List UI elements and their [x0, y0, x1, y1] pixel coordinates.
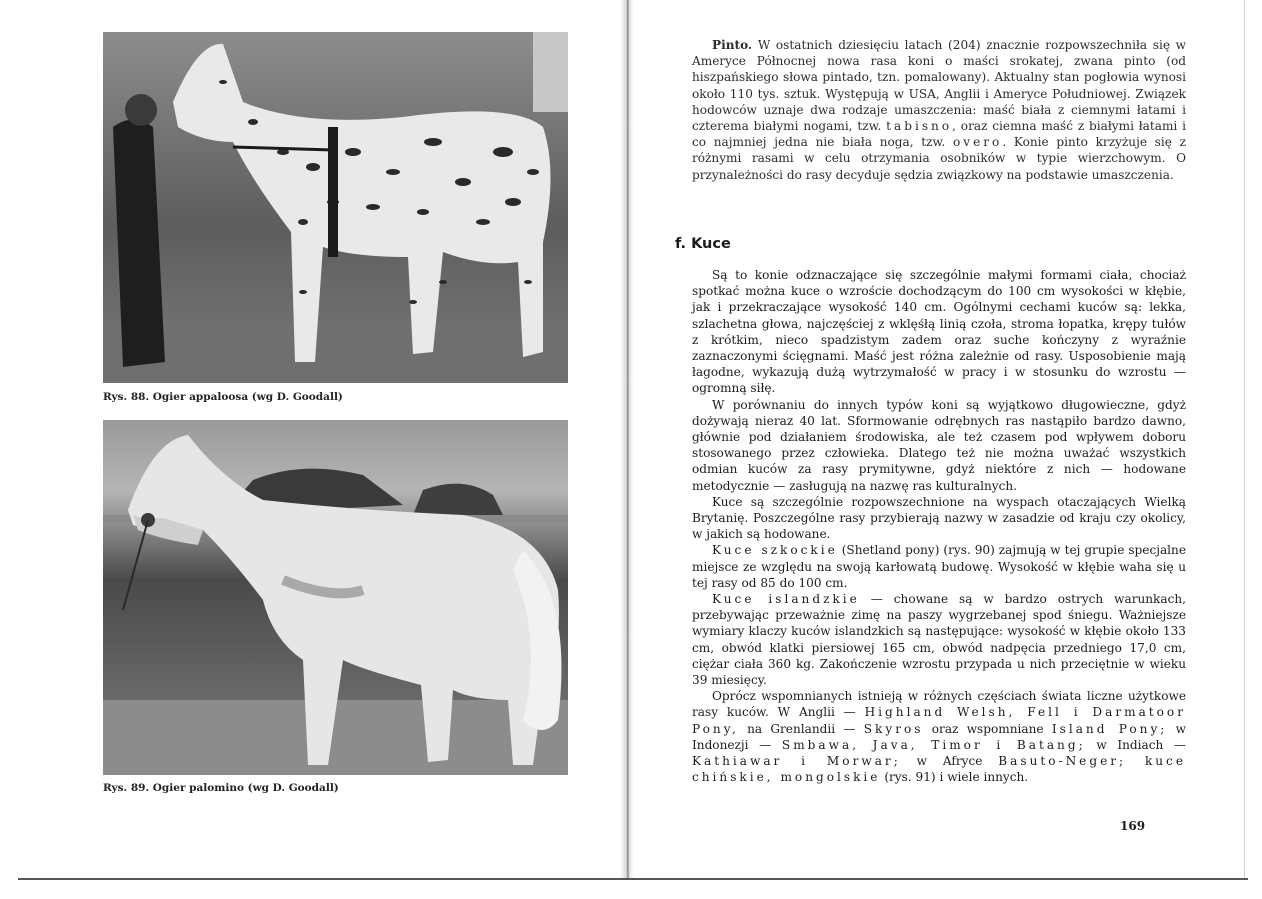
other-s2: Skyros: [863, 721, 924, 736]
term-tabisno: tabisno: [886, 119, 953, 134]
other-s3: Island Pony;: [1051, 721, 1168, 736]
other-t4: w Indonezji —: [692, 721, 1187, 752]
other-t3: oraz wspomniane: [923, 721, 1052, 736]
other-t6: w Afryce: [900, 754, 999, 769]
other-t2: na Grenlandii —: [738, 721, 864, 736]
figure-88-caption: Rys. 88. Ogier appaloosa (wg D. Goodall): [103, 391, 343, 403]
paragraph-3: Kuce są szczególnie rozpowszechnione na wyspach otaczających Wielką Brytanię. Poszczególne rasy przybierają nazwy w zasadzie od kraju czy okolicy, w jakich są hodowane.: [692, 494, 1186, 542]
paragraph-islandzkie: [692, 591, 1186, 688]
left-page: [0, 0, 628, 880]
term-overo: overo: [952, 135, 1003, 150]
islandzkie-text: — chowane są w bardzo ostrych warunkach, przebywając przeważnie zimę na paszy wygrzebanej spod śniegu. Ważniejsze wymiary klaczy kuców islandzkich są następujące: wysokość w kłębie około 133 cm, obwód klatki piersiowej 165 cm, obwód nadpęcia przedniego 17,0 cm, ciężar ciała 360 kg. Zakończenie wzrostu przypada u nich przeciętnie w wieku 39 miesięcy.: [692, 592, 1186, 688]
other-t5: w Indiach —: [1085, 737, 1186, 752]
pinto-text-a: W ostatnich dziesięciu latach (204) znacznie rozpowszechniła się w Ameryce Północnej nowa rasa koni o maści srokatej, zwana pinto (od hiszpańskiego słowa pintado, tzn. pomalowany). Aktualny stan pogłowia wynosi około 110 tys. sztuk. Występują w USA, Anglii i Ameryce Południowej. Związek hodowców uznaje dwa rodzaje umaszczenia: maść biała z ciemnymi łatami i czterema białymi nogami, tzw.: [692, 38, 1186, 134]
other-s4: Smbawa, Java, Timor i Batang;: [781, 737, 1086, 752]
palomino-illustration: [103, 420, 568, 775]
page-number: 169: [1120, 819, 1146, 833]
kuce-body: [692, 267, 1186, 786]
breed-name-szkockie: Kuce szkockie: [712, 543, 838, 558]
pinto-text-c: . Konie pinto krzyżuje się z różnymi rasami w celu otrzymania osobników w typie wierzchowym. O przynależności do rasy decyduje sędzia związkowy na podstawie umaszczenia.: [692, 135, 1186, 182]
paragraph-2: W porównaniu do innych typów koni są wyjątkowo długowieczne, gdyż dożywają nieraz 40 lat. Sformowanie odrębnych ras nastąpiło bardzo dawno, głównie pod działaniem środowiska, ale też czasem pod wpływem doboru stosowanego przez człowieka. Dlatego też nie można uważać wszystkich odmian kuców za rasy prymitywne, gdyż niektóre z nich — hodowane metodycznie — zasługują na nazwę ras kulturalnych.: [692, 397, 1186, 493]
shetland-text: (Shetland pony) (rys. 90) zajmują w tej grupie specjalne miejsce ze względu na swoją karłowatą budowę. Wysokość w kłębie waha się u tej rasy od 85 do 100 cm.: [692, 543, 1187, 590]
figure-89-caption: Rys. 89. Ogier palomino (wg D. Goodall): [103, 782, 339, 794]
scan-bottom-edge: [18, 878, 1248, 880]
pinto-paragraph: [692, 37, 1186, 183]
other-s6: Basuto-Neger; kuce chińskie, mongolskie: [692, 754, 1186, 785]
other-s1: Highland Welsh, Fell i Darmatoor Pony,: [692, 705, 1186, 736]
other-s5: Kathiawar i Morwar;: [692, 754, 901, 769]
paragraph-shetland: [692, 542, 1186, 591]
section-heading-kuce: f. Kuce: [675, 236, 731, 252]
appaloosa-photo: [103, 32, 568, 383]
palomino-photo: [103, 420, 568, 775]
paragraph-1: Są to konie odznaczające się szczególnie małymi formami ciała, chociaż spotkać można kuce o wzroście dochodzącym do 100 cm wysokości w kłębie, jak i przekraczające wysokość 140 cm. Ogólnymi cechami kuców są: lekka, szlachetna głowa, najczęściej z wklęśłą linią czoła, stroma łopatka, krępy tułów z krótkim, nieco spadzistym zadem oraz suche kończyny z wyraźnie zaznaczonymi ścięgnami. Maść jest różna zależnie od rasy. Usposobienie mają łagodne, wykazują dużą wytrzymałość w pracy i w stosunku do wzrostu — ogromną siłę.: [692, 268, 1186, 396]
other-t7: (rys. 91) i wiele innych.: [880, 770, 1029, 785]
paragraph-other-breeds: [692, 688, 1186, 785]
appaloosa-illustration: [103, 32, 568, 383]
pinto-lead: Pinto.: [712, 38, 753, 52]
page-edge: [1244, 0, 1245, 880]
pinto-text-b: , oraz ciemna maść z białymi łatami i co najmniej jedna nie biała noga, tzw.: [692, 119, 1186, 150]
other-t1: Oprócz wspomnianych istnieją w różnych częściach świata liczne użytkowe rasy kuców. W Anglii —: [692, 689, 1186, 720]
right-page: [632, 0, 1262, 880]
breed-name-islandzkie: Kuce islandzkie: [712, 592, 860, 607]
